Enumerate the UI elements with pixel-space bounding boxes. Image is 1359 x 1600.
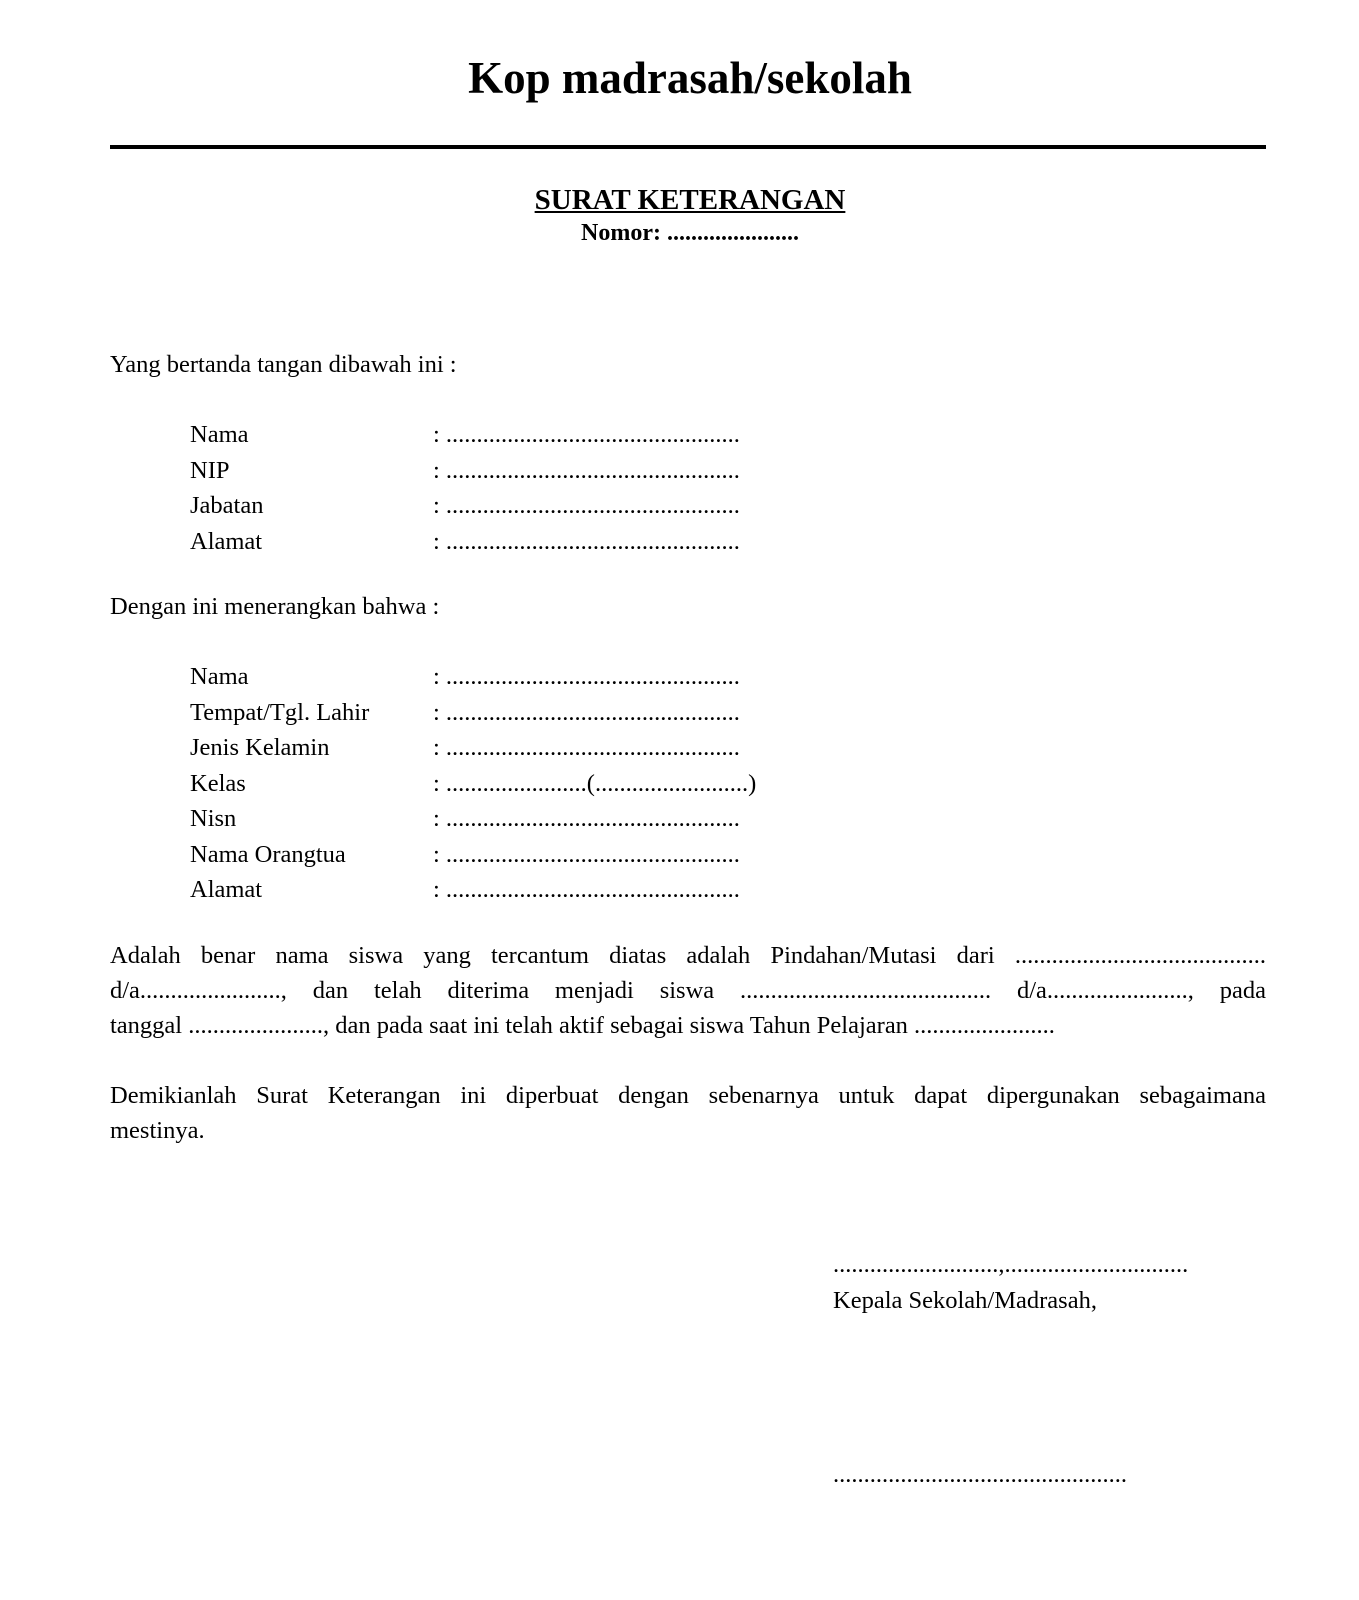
paragraph-line: tanggal ......................, dan pada saat ini telah aktif sebagai siswa Tahun Pelajaran ....................... <box>110 1012 1055 1039</box>
field-row <box>190 491 740 527</box>
field-row <box>190 662 756 698</box>
letterhead: Kop madrasah/sekolah <box>468 53 912 103</box>
field-label: Nama Orangtua <box>190 840 346 868</box>
field-row <box>190 420 740 456</box>
student-fields <box>190 662 756 911</box>
document-title: SURAT KETERANGAN <box>534 184 846 216</box>
signature-position: Kepala Sekolah/Madrasah, <box>833 1287 1097 1314</box>
field-label: NIP <box>190 456 230 484</box>
field-value: : ................................................ <box>433 876 740 903</box>
field-label: Jenis Kelamin <box>190 734 330 761</box>
field-row <box>190 875 756 911</box>
field-label: Jabatan <box>190 492 264 519</box>
signature-name-line: ................................................ <box>833 1461 1127 1488</box>
field-value: : ................................................ <box>433 456 740 484</box>
field-label: Kelas <box>190 769 246 797</box>
field-value: : ................................................ <box>433 840 740 868</box>
field-value: : ................................................ <box>433 663 740 690</box>
field-value: : ................................................ <box>433 492 740 519</box>
field-row <box>190 733 756 769</box>
field-label: Alamat <box>190 876 263 903</box>
field-label: Nama <box>190 663 249 690</box>
statement-text: Dengan ini menerangkan bahwa : <box>110 593 440 620</box>
transfer-paragraph <box>110 938 1266 1043</box>
field-row <box>190 456 740 492</box>
field-row <box>190 769 756 805</box>
field-label: Tempat/Tgl. Lahir <box>190 698 370 726</box>
field-row <box>190 527 740 563</box>
field-value: : ................................................ <box>433 527 740 555</box>
field-row <box>190 840 756 876</box>
signatory-fields <box>190 420 740 562</box>
intro-text: Yang bertanda tangan dibawah ini : <box>110 351 457 378</box>
field-value: : ................................................ <box>433 734 740 761</box>
field-value: : ................................................ <box>433 698 740 726</box>
paragraph-line: d/a......................., dan telah diterima menjadi siswa ......................................... d/a......................., pada <box>110 977 1266 1004</box>
field-label: Alamat <box>190 527 263 555</box>
signature-place-date: ...........................,.............................. <box>833 1251 1189 1278</box>
paragraph-line: Demikianlah Surat Keterangan ini diperbuat dengan sebenarnya untuk dapat dipergunakan sebagaimana <box>110 1082 1266 1109</box>
paragraph-line: Adalah benar nama siswa yang tercantum diatas adalah Pindahan/Mutasi dari ......................................... <box>110 942 1266 969</box>
closing-paragraph <box>110 1078 1266 1148</box>
field-row <box>190 698 756 734</box>
field-row <box>190 804 756 840</box>
document-number: Nomor: ...................... <box>581 220 799 246</box>
field-value: : .......................(.........................) <box>433 769 757 797</box>
field-label: Nisn <box>190 805 237 832</box>
letterhead-rule <box>110 145 1266 149</box>
paragraph-line: mestinya. <box>110 1117 205 1144</box>
field-value: : ................................................ <box>433 421 740 448</box>
field-label: Nama <box>190 421 249 448</box>
field-value: : ................................................ <box>433 805 740 832</box>
